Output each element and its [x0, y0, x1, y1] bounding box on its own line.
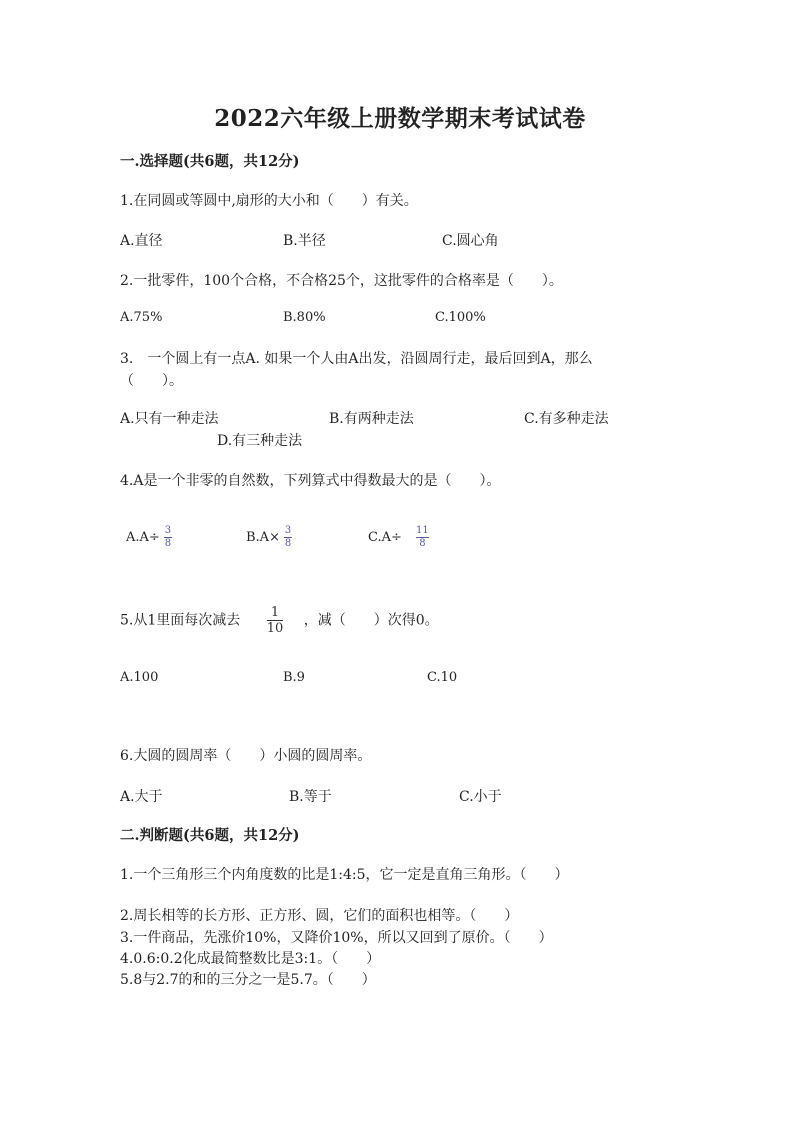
question-6-option-b: B.等于 — [289, 789, 332, 805]
judgement-item-3: 3.一件商品，先涨价10%，又降价10%，所以又回到了原价。（ ） — [120, 930, 553, 946]
fraction-numerator: 3 — [284, 525, 292, 536]
judgement-item-1: 1.一个三角形三个内角度数的比是1:4:5，它一定是直角三角形。（ ） — [120, 867, 569, 883]
question-4-text: 4.A是一个非零的自然数，下列算式中得数最大的是（ ）。 — [120, 473, 501, 489]
question-5-suffix: ，减（ ）次得0。 — [303, 612, 439, 629]
question-5-option-b: B.9 — [283, 670, 305, 685]
question-3-text-line1: 3. 一个圆上有一点A. 如果一个人由A出发，沿圆周行走，最后回到A，那么 — [120, 351, 593, 367]
question-1-option-b: B.半径 — [283, 233, 326, 249]
fraction-denominator: 10 — [266, 621, 284, 636]
fraction-3-8 — [164, 526, 172, 549]
question-3-option-d: D.有三种走法 — [217, 433, 303, 449]
question-1-text: 1.在同圆或等圆中,扇形的大小和（ ）有关。 — [120, 193, 418, 209]
question-2-option-a: A.75% — [120, 310, 163, 325]
question-3-text-line2: （ ）。 — [120, 373, 183, 389]
question-5-prefix: 5.从1里面每次减去 — [120, 612, 241, 629]
question-1-option-c: C.圆心角 — [442, 233, 499, 249]
fraction-denominator: 8 — [284, 538, 292, 549]
fraction-11-8 — [416, 526, 429, 549]
question-2-text: 2.一批零件，100个合格，不合格25个，这批零件的合格率是（ ）。 — [120, 273, 563, 289]
question-2-option-b: B.80% — [283, 310, 326, 325]
question-2-option-c: C.100% — [435, 310, 486, 325]
fraction-numerator: 3 — [164, 525, 172, 536]
judgement-item-4: 4.0.6:0.2化成最简整数比是3:1。（ ） — [120, 951, 381, 967]
question-4-option-a — [126, 526, 172, 549]
question-3-option-a: A.只有一种走法 — [120, 411, 219, 427]
fraction-3-8 — [284, 526, 292, 549]
judgement-item-2: 2.周长相等的长方形、正方形、圆，它们的面积也相等。（ ） — [120, 908, 519, 924]
question-5-option-c: C.10 — [427, 670, 458, 685]
question-3-option-c: C.有多种走法 — [524, 411, 609, 427]
judgement-item-5: 5.8与2.7的和的三分之一是5.7。（ ） — [120, 972, 376, 988]
fraction-numerator: 1 — [270, 605, 280, 620]
question-1-option-a: A.直径 — [120, 233, 163, 249]
fraction-denominator: 8 — [164, 538, 172, 549]
section1-heading: 一.选择题(共6题，共12分) — [120, 153, 300, 170]
section2-heading: 二.判断题(共6题，共12分) — [120, 827, 300, 844]
question-6-option-c: C.小于 — [459, 789, 502, 805]
question-4-option-c — [368, 526, 429, 549]
question-5-option-a: A.100 — [120, 670, 159, 685]
fraction-denominator: 8 — [419, 538, 426, 549]
option-a-prefix: A.A÷ — [126, 530, 160, 545]
fraction-numerator: 11 — [416, 525, 429, 536]
question-4-option-b — [246, 526, 292, 549]
question-6-text: 6.大圆的圆周率（ ）小圆的圆周率。 — [120, 748, 372, 764]
question-5-text — [120, 606, 439, 635]
question-6-option-a: A.大于 — [120, 789, 163, 805]
option-b-prefix: B.A× — [246, 530, 280, 545]
option-c-prefix: C.A÷ — [368, 530, 402, 545]
question-3-option-b: B.有两种走法 — [329, 411, 414, 427]
fraction-1-10 — [267, 606, 284, 635]
page-title: 2022六年级上册数学期末考试试卷 — [214, 105, 586, 132]
